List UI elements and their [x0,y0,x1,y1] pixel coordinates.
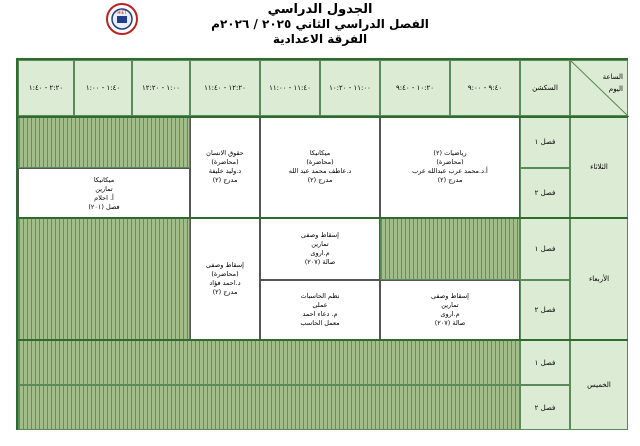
course-tue-mechanics-lab [18,168,190,220]
course-teacher: د.عاطف محمد عبد الله [288,167,352,175]
time-slot-5: ١٢:٢٠ - ١١:٤٠ [190,60,260,116]
section-header: السكشن [520,60,570,116]
course-room: صالة (٢٠٧) [434,319,466,327]
empty-slot [18,218,190,340]
course-room: صالة (٢٠٧) [304,258,336,266]
course-teacher: م.اروى [310,249,330,257]
course-name: إسقاط وصفى [206,261,244,269]
course-type: تمارين [311,240,329,248]
section-wed-1: فصل ١ [520,218,570,280]
time-slot-2: ١٠:٢٠ - ٩:٤٠ [380,60,450,116]
course-type: (محاضرة) [211,158,239,166]
corner-cell [570,60,628,116]
day-thursday: الخميس [570,340,628,430]
course-type: (محاضرة) [306,158,334,166]
time-slot-6: ١:٠٠ - ١٢:٢٠ [132,60,190,116]
course-room: فصل (٢٠١) [88,203,120,211]
course-wed-drawing-lab-1 [260,218,380,280]
empty-slot [18,385,520,430]
time-slot-7: ١:٤٠ - ١:٠٠ [74,60,132,116]
course-type: تمارين [95,185,113,193]
course-name: حقوق الانسان [206,149,244,157]
corner-time-label: الساعة [602,73,623,81]
course-type: (محاضرة) [211,270,239,278]
time-slot-8: ٢:٢٠ - ١:٤٠ [18,60,74,116]
time-slot-4: ١١:٤٠ - ١١:٠٠ [260,60,320,116]
course-type: (محاضرة) [436,158,464,166]
course-tue-math [380,116,520,218]
section-thu-1: فصل ١ [520,340,570,385]
schedule-table [16,58,628,430]
course-wed-drawing-lab-2 [380,280,520,340]
institute-logo [103,2,141,36]
course-teacher: أ. احلام [94,194,114,202]
year-title: الفرقة الاعدادية [272,32,368,46]
corner-day-label: اليوم [608,85,623,93]
course-tue-human-rights [190,116,260,218]
course-name: رياضيات (٢) [433,149,467,157]
course-teacher: م. دعاء احمد [302,310,338,318]
course-tue-mechanics-lecture [260,116,380,218]
course-room: معمل الحاسب [300,319,340,327]
course-name: ميكانيكا [309,149,331,157]
course-wed-drawing-lecture [190,218,260,340]
page-title: الجدول الدراسي [267,2,373,17]
course-type: تمارين [441,301,459,309]
day-divider [18,217,628,219]
course-teacher: د.احمد فؤاد [209,279,241,287]
section-tue-2: فصل ٢ [520,168,570,218]
course-room: مدرج (٢) [437,176,463,184]
course-name: إسقاط وصفى [301,231,339,239]
section-tue-1: فصل ١ [520,116,570,168]
course-name: ميكانيكا [93,176,115,184]
course-name: إسقاط وصفى [431,292,469,300]
course-teacher: د.وليد خليفة [208,167,242,175]
header-divider [18,116,628,118]
course-room: مدرج (٢) [307,176,333,184]
course-room: مدرج (٢) [212,176,238,184]
day-wednesday: الأربعاء [570,218,628,340]
day-divider [18,339,628,341]
course-teacher: أ.د.محمد عرب عبدالله عرب [412,167,488,175]
empty-slot [18,340,520,385]
time-slot-3: ١١:٠٠ - ١٠:٢٠ [320,60,380,116]
course-wed-computer-systems [260,280,380,340]
course-name: نظم الحاسبات [300,292,340,300]
section-thu-2: فصل ٢ [520,385,570,430]
logo-text: HIET [117,10,127,15]
term-title: الفصل الدراسي الثاني ٢٠٢٥ / ٢٠٢٦م [211,17,429,31]
empty-slot [18,116,190,168]
section-wed-2: فصل ٢ [520,280,570,340]
course-room: مدرج (٢) [212,288,238,296]
empty-slot [380,218,520,280]
time-slot-1: ٩:٤٠ - ٩:٠٠ [450,60,520,116]
course-type: عملى [312,301,328,309]
course-teacher: م.اروى [440,310,460,318]
schedule-header [150,2,490,47]
day-tuesday: الثلاثاء [570,116,628,218]
